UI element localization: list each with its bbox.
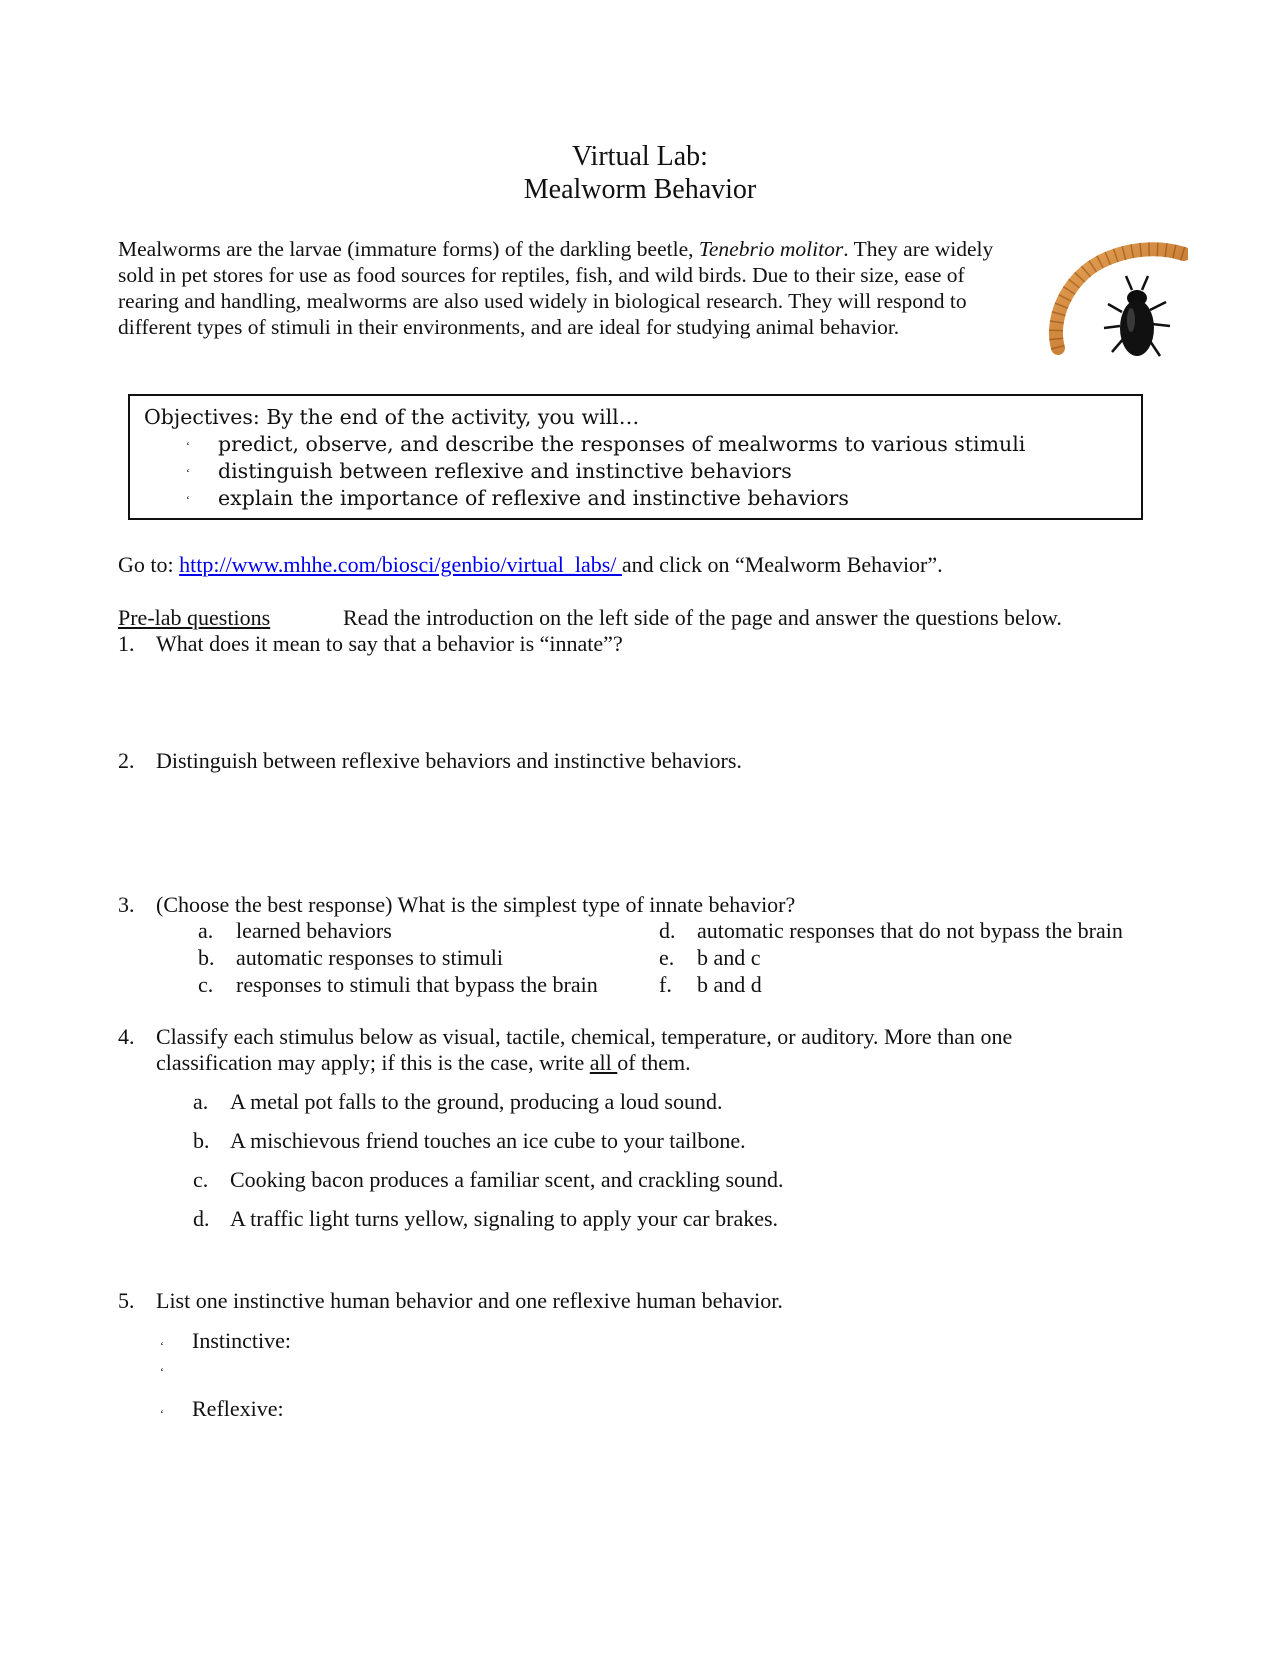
q4-text-line2 xyxy=(156,1050,691,1076)
q3-option-text: responses to stimuli that bypass the brain xyxy=(236,972,598,997)
q4-item-text: A metal pot falls to the ground, producing a loud sound. xyxy=(230,1089,723,1114)
q4-item-letter: c. xyxy=(193,1167,209,1192)
q3-option-letter: d. xyxy=(659,918,676,943)
q5-number: 5. xyxy=(118,1288,135,1313)
prelab-heading xyxy=(118,605,270,631)
prelab-label: Pre-lab questions xyxy=(118,605,271,630)
bullet-icon: ‘ xyxy=(160,1339,164,1353)
q1-text: What does it mean to say that a behavior is “innate”? xyxy=(156,631,623,656)
title-line-2: Mealworm Behavior xyxy=(523,174,757,205)
bullet-icon: ‘ xyxy=(186,493,190,507)
q3-option-text: b and c xyxy=(697,945,761,970)
mealworm-beetle-image xyxy=(1038,240,1188,380)
q3-text: (Choose the best response) What is the simplest type of innate behavior? xyxy=(156,892,796,917)
q3-option-letter: a. xyxy=(198,918,214,943)
title-line-1: Virtual Lab: xyxy=(572,141,708,172)
q3-option-text: automatic responses that do not bypass the brain xyxy=(697,918,1123,943)
mealworm-body xyxy=(1056,249,1184,348)
q3-option-letter: c. xyxy=(198,972,214,997)
q3-option-text: automatic responses to stimuli xyxy=(236,945,504,970)
bullet-icon: ‘ xyxy=(160,1407,164,1421)
goto-line xyxy=(118,552,943,578)
reflexive-label: Reflexive: xyxy=(192,1396,284,1421)
q1-number: 1. xyxy=(118,631,135,656)
virtual-labs-link[interactable]: http://www.mhhe.com/biosci/genbio/virtual_labs/ xyxy=(179,552,622,577)
q3-option-text: learned behaviors xyxy=(236,918,392,943)
intro-paragraph xyxy=(118,236,998,340)
bullet-icon: ‘ xyxy=(160,1365,164,1379)
q5-text: List one instinctive human behavior and one reflexive human behavior. xyxy=(156,1288,783,1313)
q4-item-text: A traffic light turns yellow, signaling to apply your car brakes. xyxy=(230,1206,779,1231)
mealworm-segments xyxy=(1056,249,1184,348)
q2-text: Distinguish between reflexive behaviors and instinctive behaviors. xyxy=(156,748,742,773)
beetle xyxy=(1104,276,1170,356)
bullet-icon: ‘ xyxy=(186,439,190,453)
q3-option-text: b and d xyxy=(697,972,762,997)
q4-line2-start: classification may apply; if this is the case, write xyxy=(156,1050,590,1075)
q4-item-letter: b. xyxy=(193,1128,210,1153)
q4-line2-underlined: all xyxy=(589,1050,618,1075)
q4-item-letter: d. xyxy=(193,1206,210,1231)
intro-text-rest: . They are widely sold in pet stores for use as food sources for reptiles, fish, and wild birds. Due to their size, ease of rearing and handling, mealworms are also used widely in biological research. They will respond to different types of stimuli in their environments, and are ideal for studying animal behavior. xyxy=(118,237,994,339)
objectives-heading: Objectives: By the end of the activity, you will… xyxy=(144,405,640,429)
q4-number: 4. xyxy=(118,1024,135,1049)
q3-option-letter: e. xyxy=(659,945,675,970)
prelab-instruction: Read the introduction on the left side of the page and answer the questions below. xyxy=(343,605,1062,630)
q4-item-letter: a. xyxy=(193,1089,209,1114)
q3-option-letter: b. xyxy=(198,945,215,970)
q3-option-letter: f. xyxy=(659,972,672,997)
species-name: Tenebrio molitor xyxy=(698,237,844,261)
objectives-box xyxy=(128,394,1143,520)
instinctive-label: Instinctive: xyxy=(192,1328,291,1353)
q2-number: 2. xyxy=(118,748,135,773)
bullet-icon: ‘ xyxy=(186,466,190,480)
intro-text-start: Mealworms are the larvae (immature forms) of the darkling beetle, xyxy=(118,237,699,261)
objective-item: predict, observe, and describe the responses of mealworms to various stimuli xyxy=(218,432,1026,456)
q4-item-text: Cooking bacon produces a familiar scent, and crackling sound. xyxy=(230,1167,784,1192)
q4-item-text: A mischievous friend touches an ice cube to your tailbone. xyxy=(230,1128,746,1153)
objective-item: distinguish between reflexive and instinctive behaviors xyxy=(218,459,792,483)
q4-text-line1: Classify each stimulus below as visual, tactile, chemical, temperature, or auditory. More than one xyxy=(156,1024,1013,1049)
goto-prefix: Go to: xyxy=(118,552,180,577)
q4-line2-end: of them. xyxy=(617,1050,691,1075)
objective-item: explain the importance of reflexive and instinctive behaviors xyxy=(218,486,849,510)
q3-number: 3. xyxy=(118,892,135,917)
goto-suffix: and click on “Mealworm Behavior”. xyxy=(621,552,943,577)
